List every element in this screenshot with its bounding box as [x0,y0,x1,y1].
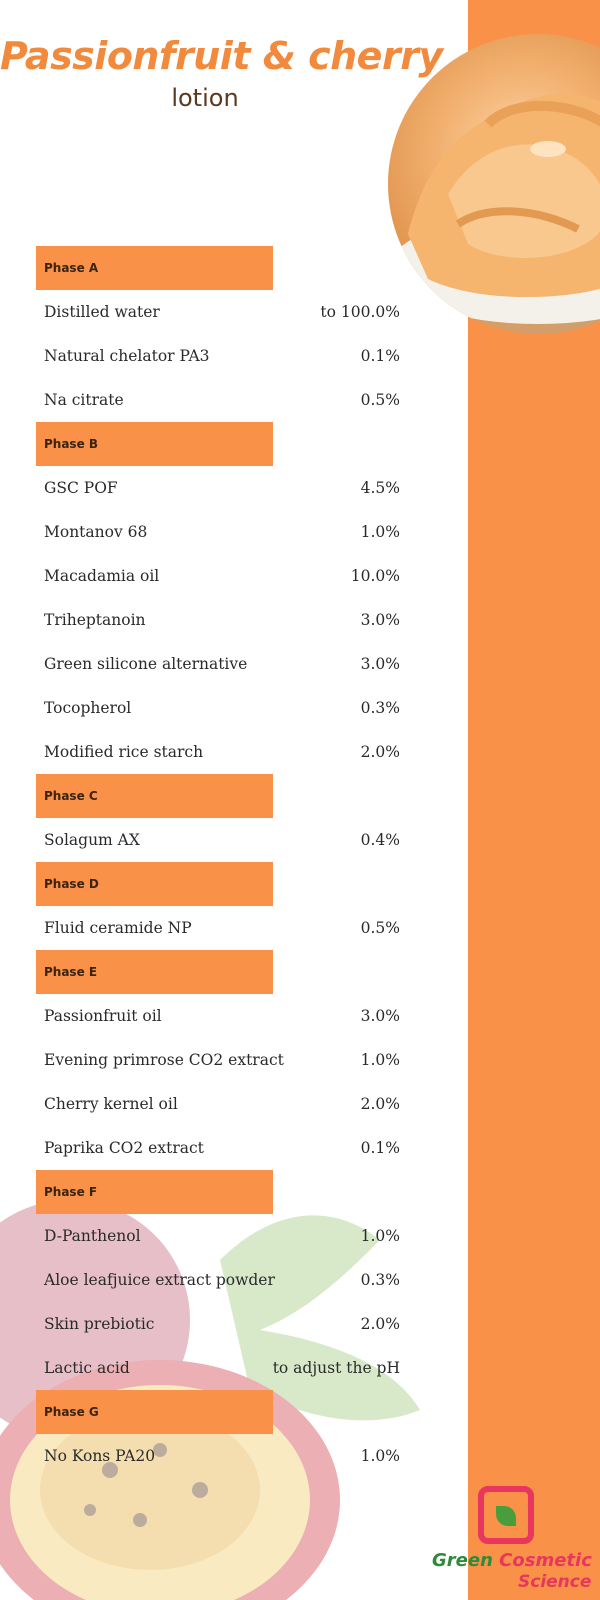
ingredient-row [36,818,400,862]
ingredient-amount: 1.0% [360,1447,400,1465]
ingredient-amount: 3.0% [360,655,400,673]
phase-header: Phase A [36,246,273,290]
ingredient-name: Triheptanoin [44,611,146,629]
ingredient-amount: 1.0% [360,1051,400,1069]
ingredient-amount: to 100.0% [320,303,400,321]
phase-header: Phase E [36,950,273,994]
ingredient-row [36,1302,400,1346]
ingredient-row [36,466,400,510]
ingredient-table [36,246,400,1478]
ingredient-name: Lactic acid [44,1359,130,1377]
ingredient-amount: 0.5% [360,919,400,937]
ingredient-amount: 2.0% [360,1315,400,1333]
leaf-icon [496,1506,516,1526]
recipe-subtitle: lotion [171,84,239,112]
ingredient-amount: to adjust the pH [272,1359,400,1377]
logo-wordmark [432,1550,592,1571]
ingredient-row [36,554,400,598]
ingredient-row [36,730,400,774]
ingredient-name: Distilled water [44,303,160,321]
lotion-cream-photo [388,34,600,334]
ingredient-name: Skin prebiotic [44,1315,155,1333]
ingredient-amount: 0.3% [360,1271,400,1289]
logo-word-science: Science [518,1572,592,1592]
ingredient-row [36,1038,400,1082]
gcs-logo-icon [478,1486,534,1544]
ingredient-row [36,994,400,1038]
phase-header: Phase G [36,1390,273,1434]
phase-header: Phase B [36,422,273,466]
ingredient-name: Paprika CO2 extract [44,1139,204,1157]
ingredient-name: Fluid ceramide NP [44,919,192,937]
phase-header: Phase D [36,862,273,906]
ingredient-amount: 1.0% [360,1227,400,1245]
ingredient-name: Aloe leafjuice extract powder [44,1271,275,1289]
ingredient-row [36,1434,400,1478]
ingredient-row [36,334,400,378]
ingredient-amount: 2.0% [360,743,400,761]
ingredient-row [36,378,400,422]
ingredient-name: Macadamia oil [44,567,160,585]
ingredient-amount: 1.0% [360,523,400,541]
ingredient-row [36,686,400,730]
ingredient-amount: 0.3% [360,699,400,717]
ingredient-name: Passionfruit oil [44,1007,162,1025]
ingredient-row [36,642,400,686]
ingredient-row [36,290,400,334]
ingredient-amount: 0.1% [360,347,400,365]
ingredient-amount: 2.0% [360,1095,400,1113]
logo-word-cosmetic: Cosmetic [499,1550,592,1571]
recipe-title: Passionfruit & cherry [0,34,443,78]
ingredient-amount: 0.1% [360,1139,400,1157]
ingredient-row [36,510,400,554]
ingredient-name: Green silicone alternative [44,655,248,673]
ingredient-name: No Kons PA20 [44,1447,156,1465]
ingredient-name: Tocopherol [44,699,132,717]
ingredient-row [36,1126,400,1170]
logo-word-green: Green [432,1550,493,1571]
ingredient-name: D-Panthenol [44,1227,141,1245]
ingredient-row [36,598,400,642]
phase-header: Phase C [36,774,273,818]
ingredient-name: Modified rice starch [44,743,204,761]
ingredient-row [36,1214,400,1258]
green-cosmetic-science-logo [430,1484,600,1600]
phase-header: Phase F [36,1170,273,1214]
ingredient-name: Montanov 68 [44,523,148,541]
ingredient-amount: 3.0% [360,1007,400,1025]
ingredient-name: Natural chelator PA3 [44,347,210,365]
ingredient-row [36,906,400,950]
ingredient-amount: 0.5% [360,391,400,409]
ingredient-row [36,1258,400,1302]
ingredient-amount: 0.4% [360,831,400,849]
ingredient-name: Cherry kernel oil [44,1095,178,1113]
ingredient-amount: 3.0% [360,611,400,629]
ingredient-amount: 4.5% [360,479,400,497]
ingredient-name: Solagum AX [44,831,140,849]
ingredient-name: GSC POF [44,479,118,497]
ingredient-name: Evening primrose CO2 extract [44,1051,284,1069]
ingredient-row [36,1346,400,1390]
ingredient-row [36,1082,400,1126]
ingredient-name: Na citrate [44,391,124,409]
ingredient-amount: 10.0% [350,567,400,585]
